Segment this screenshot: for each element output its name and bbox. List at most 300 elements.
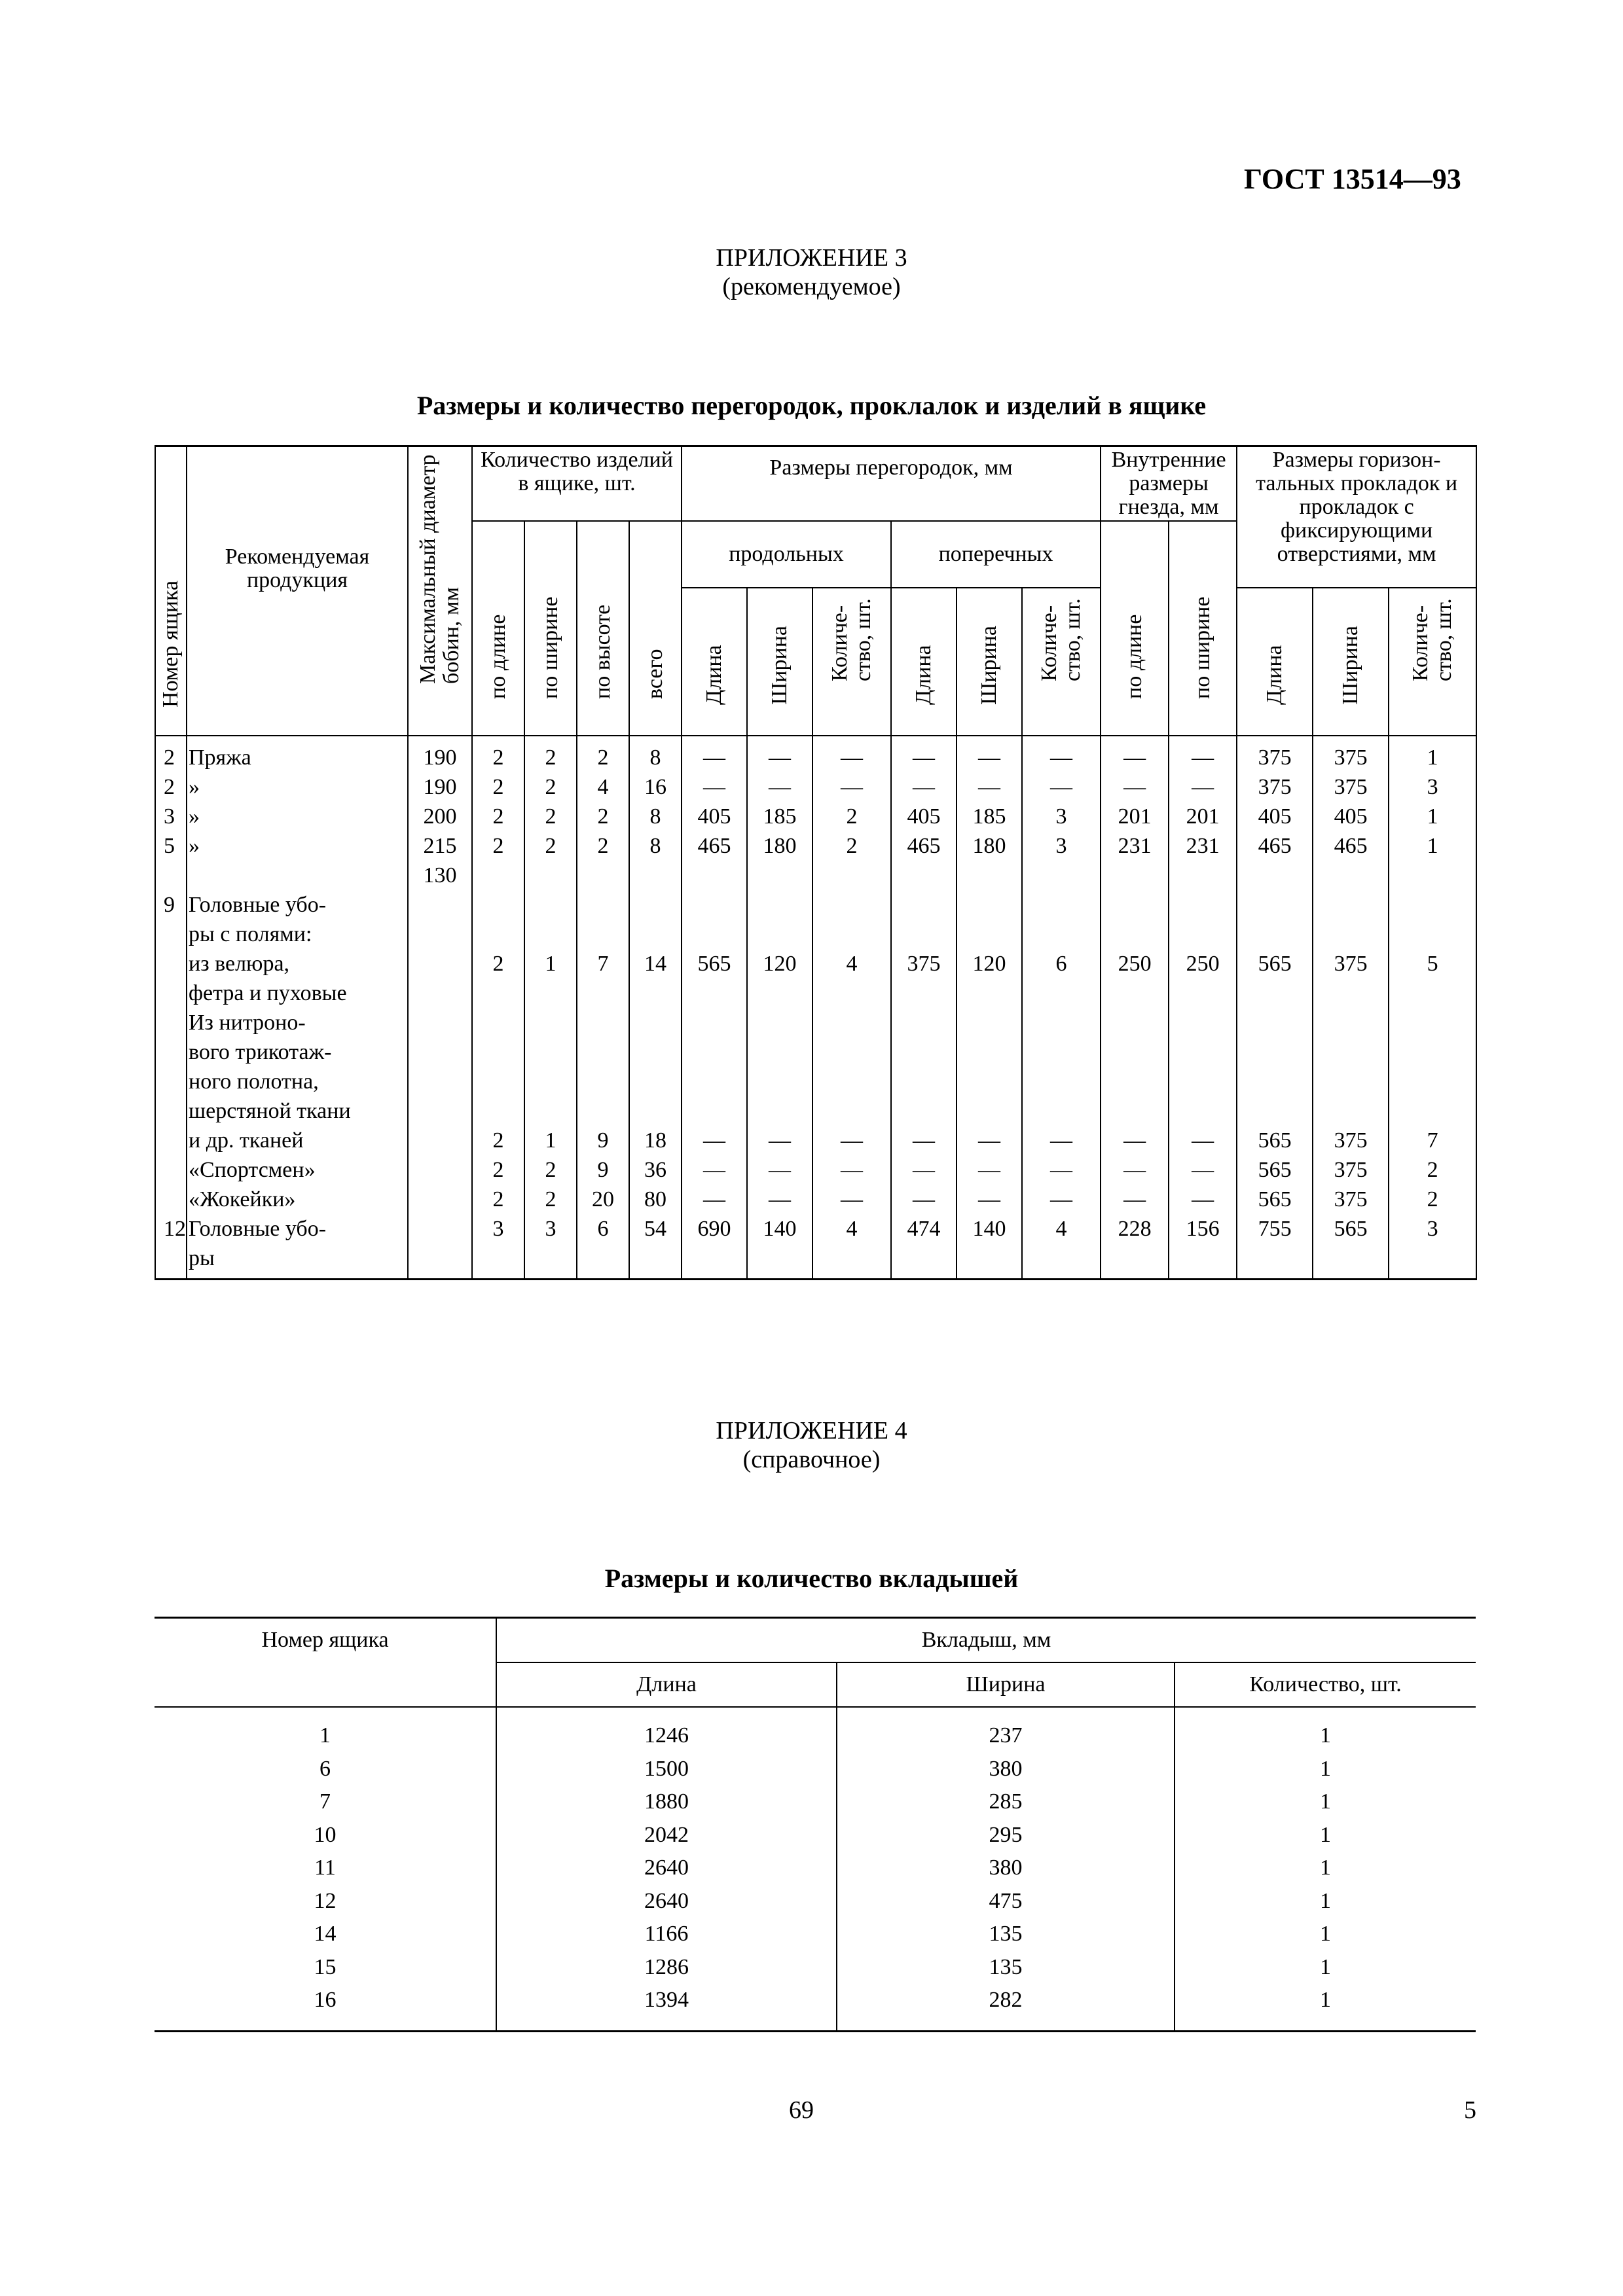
table-cell [684,1244,745,1273]
table-cell: — [913,775,936,799]
table-cell [474,920,522,949]
document-code: ГОСТ 13514—93 [1244,163,1461,195]
page-number: 69 [789,2096,814,2124]
table-cell: 180 [972,834,1006,858]
table-cell: 375 [1334,775,1368,799]
table-cell [1024,1008,1099,1037]
col-trans-length [891,736,957,1280]
table-cell [1024,978,1099,1008]
table-cell: 2 [597,834,609,858]
table-cell: 20 [592,1187,614,1211]
table-cell: 130 [423,863,457,888]
header-trans-width: Ширина [957,588,1022,736]
table-cell: 405 [1258,804,1292,829]
table-cell: » [189,804,200,829]
table-cell [893,1067,955,1096]
table-cell: — [703,775,726,799]
table-cell: 3 [164,804,175,829]
table-cell: 12 [164,1217,186,1241]
table-cell: 201 [1118,804,1152,829]
table-cell [1315,1008,1387,1037]
table-cell [631,861,680,890]
table-cell: 375 [1334,952,1368,976]
table-cell: 7 [1427,1128,1438,1153]
table-cell [1391,978,1474,1008]
table-cell: — [1050,745,1073,770]
col-trans-count [1022,736,1101,1280]
appendix4-subtitle: (справочное) [742,1446,881,1473]
table-cell [893,920,955,949]
table-cell [958,1096,1020,1126]
table-cell: 2042 [644,1822,689,1847]
table-cell: 15 [314,1954,337,1979]
table-cell [1391,890,1474,920]
table-cell [579,1244,627,1273]
table-cell [1315,1244,1387,1273]
table-cell [1315,1067,1387,1096]
table-cell: — [1123,775,1146,799]
table-cell [893,890,955,920]
table-cell: 2 [545,1187,556,1211]
table-cell [814,1008,889,1037]
table-cell [410,1185,470,1214]
table-cell: 1500 [644,1756,689,1781]
table-cell: 2 [492,1187,504,1211]
table-cell [1391,861,1474,890]
table-cell: 2 [492,775,504,799]
table-cell: — [703,745,726,770]
table-cell [410,978,470,1008]
table-cell [958,920,1020,949]
table-cell: 1 [319,1723,331,1748]
table-cell [164,1244,185,1273]
table-cell: 2 [1427,1158,1438,1182]
table-cell: 14 [314,1922,337,1946]
table-cell: 375 [1334,1128,1368,1153]
table-cell [526,1096,575,1126]
table-cell: 185 [763,804,797,829]
header-trans-count: Количе- ство, шт. [1022,588,1101,736]
col-max-diameter [408,736,472,1280]
header-long-width: Ширина [747,588,812,736]
table-cell [526,861,575,890]
header-pads-group: Размеры горизон-тальных прокладок и прокладок с фиксирующими отверстиями, мм [1237,446,1476,588]
table-cell [749,1008,811,1037]
table-cell: Из нитроно- [189,1011,306,1035]
table-cell [1024,1067,1099,1096]
table-cell: 2 [597,804,609,829]
table-cell: 465 [907,834,941,858]
table-cell [958,1008,1020,1037]
table-cell: 8 [649,804,661,829]
table-cell: 2 [545,834,556,858]
table-cell: 237 [989,1723,1023,1748]
header-inner-group: Внутренние размеры гнезда, мм [1101,446,1237,522]
table-cell [1171,1096,1235,1126]
table-cell: 2 [164,745,175,770]
table-cell [410,1008,470,1037]
table-cell [164,1008,185,1037]
table-cell [410,1037,470,1067]
table-cell: — [978,1128,1001,1153]
header-total: всего [629,521,682,736]
table-cell: из велюра, [189,952,290,976]
table-cell [410,1126,470,1155]
table-cell [579,861,627,890]
table-cell [474,1037,522,1067]
table-cell: 565 [1334,1217,1368,1241]
table-cell: шерстяной ткани [189,1099,351,1123]
table-cell: вого трикотаж- [189,1040,332,1064]
table-cell [749,861,811,890]
table-cell: 36 [644,1158,666,1182]
table-cell: фетра и пуховые [189,981,347,1005]
table-cell [410,1155,470,1185]
table-cell: 2 [492,952,504,976]
table-cell: 1 [1427,804,1438,829]
table-cell [526,890,575,920]
table-cell: 3 [1055,804,1067,829]
table-cell [410,1096,470,1126]
col-box-no [155,736,187,1280]
table-cell [1103,1008,1167,1037]
table-cell: 9 [597,1158,609,1182]
table-cell: 250 [1118,952,1152,976]
table-cell: 565 [1258,952,1292,976]
table-cell: 12 [314,1888,337,1913]
table-cell [526,978,575,1008]
table-cell: — [769,1158,792,1182]
table-cell [1024,1037,1099,1067]
table-cell [579,1008,627,1037]
table-cell [164,1126,185,1155]
table-cell: 201 [1186,804,1220,829]
table-cell: 1394 [644,1988,689,2012]
table-cell [684,890,745,920]
table-cell: 2 [164,775,175,799]
table-cell [1103,1037,1167,1067]
table-cell: Головные убо- [189,1217,327,1241]
table-cell [749,1096,811,1126]
table-cell: 1 [1320,1888,1332,1913]
table-cell [631,920,680,949]
table-cell [958,1037,1020,1067]
table-cell [526,1067,575,1096]
table-body-row [155,736,1476,1280]
table-cell [410,1067,470,1096]
header-box-no: Номер ящика [155,446,187,736]
table-cell: 16 [314,1988,337,2012]
table-cell: 6 [1055,952,1067,976]
header-by-length: по длине [472,521,524,736]
table-cell [684,1067,745,1096]
col-by-width [524,736,577,1280]
table-cell: 465 [1258,834,1292,858]
table-cell: 2 [545,775,556,799]
table-cell [749,890,811,920]
appendix3-table-title: Размеры и количество перегородок, проклалок и изделий в ящике [416,391,1207,420]
table-cell [814,920,889,949]
table-cell [526,1008,575,1037]
table-cell [1171,1008,1235,1037]
table-cell [893,1096,955,1126]
table-cell: — [1123,1158,1146,1182]
table-cell [1103,920,1167,949]
table-cell: 282 [989,1988,1023,2012]
header-by-height: по высоте [577,521,629,736]
table-cell [1171,920,1235,949]
header-liner-group: Вкладыш, мм [496,1618,1476,1663]
header-longitudinal: продольных [682,521,891,588]
table-cell: 135 [989,1954,1023,1979]
table-cell [164,1067,185,1096]
table-cell [1103,890,1167,920]
table-cell [893,1244,955,1273]
table-cell: 2 [846,834,858,858]
table-cell: 474 [907,1217,941,1241]
table-cell [474,861,522,890]
table-cell [631,1037,680,1067]
table-cell [1239,1244,1311,1273]
table-cell [474,1067,522,1096]
table-cell [164,1155,185,1185]
col-inner-width [1169,736,1237,1280]
table-cell: ного полотна, [189,1069,319,1094]
table-cell: 3 [1427,775,1438,799]
table-cell: — [703,1128,726,1153]
table-cell [1239,1096,1311,1126]
table-cell: 295 [989,1822,1023,1847]
table-cell: 2 [492,1128,504,1153]
table-cell [1239,1008,1311,1037]
table-cell: 135 [989,1922,1023,1946]
table-cell: 1 [1320,1789,1332,1814]
table-cell [684,861,745,890]
table-cell: — [703,1187,726,1211]
table-cell: 4 [846,1217,858,1241]
table-cell: 565 [1258,1187,1292,1211]
table-cell: 4 [1055,1217,1067,1241]
header-pad-count: Количе- ство, шт. [1389,588,1476,736]
table-cell [1024,890,1099,920]
table-cell [1239,861,1311,890]
table-cell: — [1050,1158,1073,1182]
appendix4-table-title: Размеры и количество вкладышей [604,1564,1019,1593]
header-partitions-group: Размеры перегородок, мм [682,446,1101,522]
table-cell [684,1096,745,1126]
table-cell: — [1192,1128,1214,1153]
table-cell [1315,890,1387,920]
table-cell: 2 [545,804,556,829]
header-qty-group: Количество изделий в ящике, шт. [472,446,682,522]
table-cell [958,978,1020,1008]
table-cell: 190 [423,745,457,770]
table-cell [1103,978,1167,1008]
table-cell [1171,978,1235,1008]
table-cell: — [703,1158,726,1182]
table-cell: — [1050,1128,1073,1153]
table-cell [1315,861,1387,890]
col-width [837,1707,1175,2031]
table-cell [474,1244,522,1273]
table-cell [410,949,470,978]
table-cell [164,978,185,1008]
header-pad-length: Длина [1237,588,1313,736]
table-cell: 7 [597,952,609,976]
table-cell: 380 [989,1856,1023,1880]
table-cell [631,1008,680,1037]
appendix3-subtitle: (рекомендуемое) [722,273,901,300]
table-cell: — [1123,1128,1146,1153]
header-width: Ширина [837,1662,1175,1707]
table-cell [1239,978,1311,1008]
table-cell: 140 [763,1217,797,1241]
table-cell: — [769,745,792,770]
col-trans-width [957,736,1022,1280]
table-cell [579,920,627,949]
table-cell [893,861,955,890]
table-cell: 16 [644,775,666,799]
table-cell [1171,1067,1235,1096]
table-cell: 228 [1118,1217,1152,1241]
table-cell: 285 [989,1789,1023,1814]
table-cell [526,1244,575,1273]
table-cell: ры [189,1246,215,1270]
table-cell: 9 [164,893,175,917]
table-cell: Головные убо- [189,893,327,917]
table-cell [958,861,1020,890]
table-cell: 80 [644,1187,666,1211]
table-cell [1171,1037,1235,1067]
table-cell: 1246 [644,1723,689,1748]
table-cell [474,1008,522,1037]
table-cell [814,890,889,920]
table-cell [1171,1244,1235,1273]
table-cell: 200 [423,804,457,829]
table-cell: 1166 [644,1922,689,1946]
table-cell [474,1096,522,1126]
table-cell: 231 [1118,834,1152,858]
table-cell: — [1050,1187,1073,1211]
table-cell [526,920,575,949]
table-cell [1024,1244,1099,1273]
table-cell: — [841,745,864,770]
table-cell: и др. тканей [189,1128,304,1153]
table-cell [1239,1067,1311,1096]
table-cell [410,1214,470,1244]
table-cell: 1286 [644,1954,689,1979]
table-cell: » [189,834,200,858]
table-cell [1103,1244,1167,1273]
table-cell [164,1185,185,1214]
table-cell: 405 [1334,804,1368,829]
table-cell: — [1192,1187,1214,1211]
table-cell: — [978,1158,1001,1182]
table-cell: 1 [1320,1822,1332,1847]
table-cell [1315,1096,1387,1126]
header-box-no: Номер ящика [155,1618,496,1708]
col-long-width [747,736,812,1280]
table-cell: 4 [597,775,609,799]
table-cell [579,890,627,920]
table-cell [1239,890,1311,920]
table-cell [749,1067,811,1096]
table-cell: 231 [1186,834,1220,858]
table-cell [1391,1067,1474,1096]
table-cell: 6 [597,1217,609,1241]
table-cell: 1 [1320,1756,1332,1781]
table-cell [1024,1096,1099,1126]
table-cell [164,861,185,890]
table-cell [164,1037,185,1067]
table-cell [749,920,811,949]
col-product [187,736,408,1280]
liners-table [155,1617,1476,2032]
table-cell [1391,1244,1474,1273]
header-inner-length: по длине [1101,521,1169,736]
table-cell: 565 [697,952,731,976]
table-cell [814,1244,889,1273]
table-cell: 405 [697,804,731,829]
table-cell: 250 [1186,952,1220,976]
table-cell: 1880 [644,1789,689,1814]
table-cell [410,1244,470,1273]
table-cell: — [1192,1158,1214,1182]
table-cell [1391,1037,1474,1067]
table-cell: 2 [597,745,609,770]
table-cell [1391,920,1474,949]
table-cell: — [769,775,792,799]
table-cell [893,1037,955,1067]
table-cell: — [913,1187,936,1211]
table-cell: — [1123,1187,1146,1211]
table-cell [1103,1067,1167,1096]
col-long-count [812,736,891,1280]
table-cell: 9 [597,1128,609,1153]
table-cell: «Спортсмен» [189,1158,316,1182]
table-cell [474,978,522,1008]
table-cell: 6 [319,1756,331,1781]
table-body-row [155,1707,1476,2031]
col-pad-width [1313,736,1389,1280]
table-cell: 1 [545,1128,556,1153]
table-cell [579,1096,627,1126]
table-cell [1315,920,1387,949]
table-cell: 8 [649,834,661,858]
table-cell: 2 [545,1158,556,1182]
table-cell: » [189,775,200,799]
header-trans-length: Длина [891,588,957,736]
table-cell [631,1244,680,1273]
table-cell [579,1037,627,1067]
table-cell [1171,861,1235,890]
table-cell: 120 [972,952,1006,976]
table-cell: 185 [972,804,1006,829]
sheet-number: 5 [1464,2096,1476,2124]
table-cell: 5 [164,834,175,858]
table-cell [684,920,745,949]
table-cell [749,1037,811,1067]
table-cell [1239,1037,1311,1067]
table-cell [579,978,627,1008]
table-cell: 1 [1320,1988,1332,2012]
table-cell [1171,890,1235,920]
table-cell: 465 [1334,834,1368,858]
table-cell: 1 [1427,834,1438,858]
table-cell: 375 [1258,775,1292,799]
table-cell [684,1037,745,1067]
table-cell: 2 [492,834,504,858]
